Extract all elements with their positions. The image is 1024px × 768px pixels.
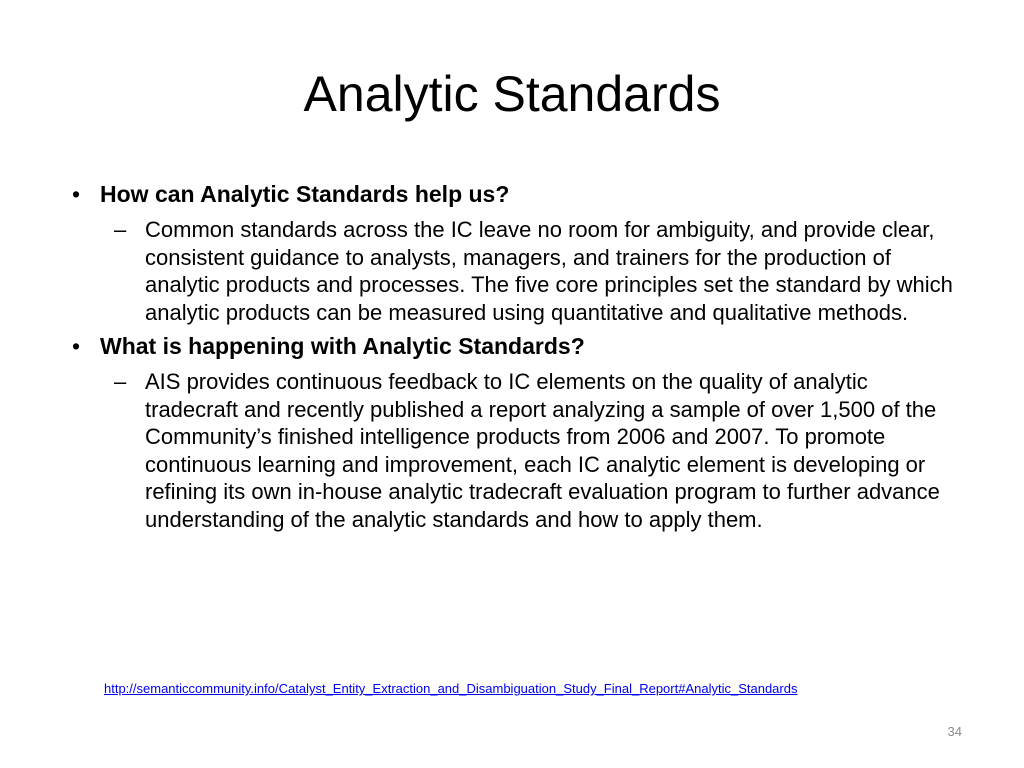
dash-icon: – bbox=[114, 369, 127, 394]
bullet-heading: How can Analytic Standards help us? bbox=[100, 181, 510, 207]
page-number: 34 bbox=[947, 724, 962, 739]
slide-title: Analytic Standards bbox=[303, 66, 721, 122]
sub-item-text: Common standards across the IC leave no room for ambiguity, and provide clear, consistent guidance to analysts, managers, and trainers for the production of analytic products and processes. The five core principles set the standard by which analytic products can be measured using quantitative and qualitative methods. bbox=[145, 217, 953, 325]
sub-item-1 bbox=[72, 216, 962, 326]
sub-item-text: AIS provides continuous feedback to IC elements on the quality of analytic tradecraft and recently published a report analyzing a sample of over 1,500 of the Community’s finished intelligence products from 2006 and 2007. To promote continuous learning and improvement, each IC analytic element is developing or refining its own in-house analytic tradecraft evaluation program to further advance understanding of the analytic standards and how to apply them. bbox=[145, 369, 940, 532]
dash-icon: – bbox=[114, 217, 127, 242]
sub-item-2 bbox=[72, 368, 962, 533]
bullet-icon: • bbox=[72, 333, 81, 359]
reference-link[interactable]: http://semanticcommunity.info/Catalyst_Entity_Extraction_and_Disambiguation_Study_Final_Report#Analytic_Standards bbox=[104, 681, 798, 696]
bullet-item-1 bbox=[72, 180, 962, 208]
bullet-icon: • bbox=[72, 181, 81, 207]
bullet-item-2 bbox=[72, 332, 962, 360]
bullet-heading: What is happening with Analytic Standards? bbox=[100, 333, 585, 359]
slide-content bbox=[72, 180, 962, 539]
